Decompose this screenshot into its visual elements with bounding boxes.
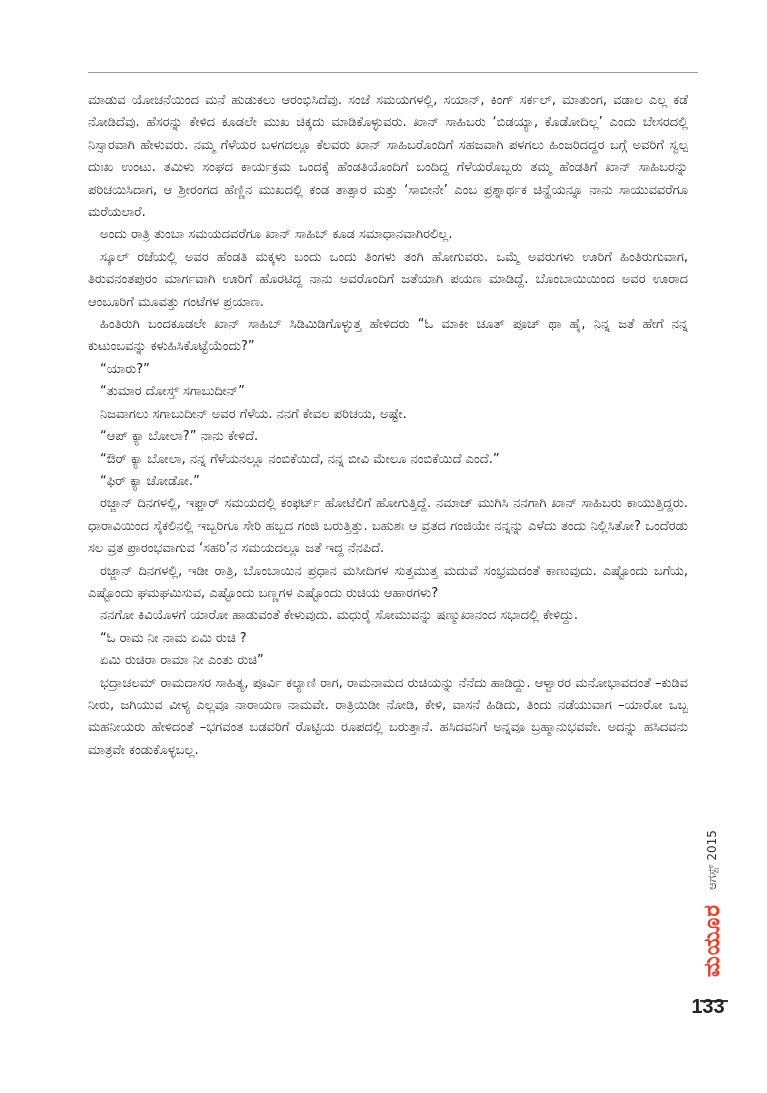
paragraph: ಸ್ಕೂಲ್ ರಜೆಯಲ್ಲಿ ಅವರ ಹೆಂಡತಿ ಮಕ್ಕಳು ಬಂದು ಒಂದು ತಿಂಗಳು ತಂಗಿ ಹೋಗುವರು. ಒಮ್ಮೆ ಅವರುಗಳು ಊರಿಗೆ ಹಿಂತಿರುಗುವಾಗ, ತಿರುವನಂತಪುರಂ ಮಾರ್ಗವಾಗಿ ಊರಿಗೆ ಹೊರಟಿದ್ದ ನಾನು ಅವರೊಂದಿಗೆ ಜತೆಯಾಗಿ ಪಯಣ ಮಾಡಿದ್ದೆ. ಬೊಂಬಾಯಿಯಿಂದ ಅವರ ಊರಾದ ಆಂಬೂರಿಗೆ ಮೂವತ್ತು ಗಂಟೆಗಳ ಪ್ರಯಾಣ. bbox=[88, 249, 688, 310]
paragraph: ಹಿಂತಿರುಗಿ ಬಂದಕೂಡಲೇ ಖಾನ್ ಸಾಹಿಬ್ ಸಿಡಿಮಿಡಿಗೊಳ್ಳುತ್ತ ಹೇಳಿದರು “ಓ ಮಾಕೀ ಚೂತ್ ಪೂಚ್ ಥಾ ಹೈ, ನಿನ್ನ ಜತೆ ಹೇಗೆ ನನ್ನ ಕುಟುಂಬವನ್ನು ಕಳುಹಿಸಿಕೊಟ್ಟೆಯೆಂದು?” bbox=[88, 317, 688, 355]
magazine-sidebar bbox=[700, 812, 724, 997]
dialogue-line: “ಔರ್ ಕ್ಯಾ ಬೋಲಾ, ನನ್ನ ಗೆಳೆಯನಲ್ಲೂ ನಂಬಿಕೆಯಿದೆ, ನನ್ನ ಬೀವಿ ಮೇಲೂ ನಂಬಿಕೆಯಿದೆ ಎಂದೆ.” bbox=[100, 451, 500, 467]
dialogue-line: “ಫಿರ್ ಕ್ಯಾ ಚೋಡೋ.” bbox=[100, 473, 200, 489]
dialogue-line: “ಯಾರು?” bbox=[100, 361, 150, 377]
verse-line: ಏಮಿ ರುಚಿರಾ ರಾಮಾ ನೀ ಎಂತು ರುಚಿ” bbox=[100, 653, 264, 669]
paragraph: ನನಗೋ ಕಿವಿಯೊಳಗೆ ಯಾರೋ ಹಾಡುವಂತೆ ಕೇಳುವುದು. ಮಧುರೈ ಸೋಮುವನ್ನು ಷಣ್ಮುಖಾನಂದ ಸಭಾದಲ್ಲಿ ಕೇಳಿದ್ದು. bbox=[100, 608, 579, 624]
paragraph: ರಜ್ಜಾನ್ ದಿನಗಳಲ್ಲಿ, ಇಡೀ ರಾತ್ರಿ, ಬೊಂಬಾಯಿನ ಪ್ರಧಾನ ಮಸೀದಿಗಳ ಸುತ್ತಮುತ್ತ ಮದುವೆ ಸಂಭ್ರಮದಂತೆ ಕಾಣುವುದು. ಎಷ್ಟೊಂದು ಬಗೆಯ, ಎಷ್ಟೊಂದು ಘಮಘಮಿಸುವ, ಎಷ್ಟೊಂದು ಬಣ್ಣಗಳ ಎಷ್ಟೊಂದು ರುಚಿಯ ಆಹಾರಗಳು? bbox=[88, 563, 688, 601]
issue-date: ಆಗಸ್ಟ್ 2015 bbox=[705, 830, 719, 890]
page-number: 133 bbox=[691, 996, 725, 1018]
verse-line: “ಓ ರಾಮ ನೀ ನಾಮ ಏಮಿ ರುಚಿ ? bbox=[100, 630, 247, 646]
magazine-logo: ಮಯೂರ bbox=[699, 904, 725, 978]
dialogue-line: “ತುಮಾರ ದೋಸ್ತ್ ಸಗಾಬುದೀನ್” bbox=[100, 384, 245, 400]
paragraph: ಅಂದು ರಾತ್ರಿ ತುಂಬಾ ಸಮಯದವರೆಗೂ ಖಾನ್ ಸಾಹಿಬ್ ಕೂಡ ಸಮಾಧಾನವಾಗಿರಲಿಲ್ಲ. bbox=[100, 227, 453, 243]
paragraph: ರಜ್ಜಾನ್ ದಿನಗಳಲ್ಲಿ, ಇಫ್ತಾರ್ ಸಮಯದಲ್ಲಿ ಕಂಫರ್ಟ್ ಹೋಟೆಲಿಗೆ ಹೋಗುತ್ತಿದ್ದೆ. ನಮಾಜ್ ಮುಗಿಸಿ ನನಗಾಗಿ ಖಾನ್ ಸಾಹಿಬರು ಕಾಯುತ್ತಿದ್ದರು. ಧಾರಾವಿಯಿಂದ ಸೈಕಲಿನಲ್ಲಿ ಇಬ್ಬರಿಗೂ ಸೇರಿ ಹಬ್ಬದ ಗಂಜಿ ಬರುತ್ತಿತ್ತು. ಬಹುಶಃ ಆ ವ್ರತದ ಗಂಜಿಯೇ ನನ್ನನ್ನು ಎಳೆದು ತಂದು ನಿಲ್ಲಿಸಿತೋ? ಒಂದೆರಡು ಸಲ ವ್ರತ ಪ್ರಾರಂಭವಾಗುವ ‘ಸಹರಿ’ನ ಸಮಯದಲ್ಲೂ ಜತೆ ಇದ್ದ ನೆನಪಿದೆ. bbox=[88, 496, 688, 557]
article-body bbox=[88, 90, 688, 762]
dialogue-line: “ಆಪ್ ಕ್ಯಾ ಬೋಲಾ?” ನಾನು ಕೇಳಿದೆ. bbox=[100, 429, 259, 445]
paragraph: ಭದ್ರಾಚಲಮ್ ರಾಮದಾಸರ ಸಾಹಿತ್ಯ, ಪೂರ್ವಿ ಕಲ್ಯಾಣಿ ರಾಗ, ರಾಮನಾಮದ ರುಚಿಯನ್ನು ನೆನೆದು ಹಾಡಿದ್ದು. ಆಳ್ವಾರರ ಮನೋಭಾವದಂತೆ –ಕುಡಿವ ನೀರು, ಜಗಿಯುವ ವೀಳ್ಯ ಎಲ್ಲವೂ ನಾರಾಯಣ ನಾಮವೇ. ರಾತ್ರಿಯಿಡೀ ನೋಡಿ, ಕೇಳಿ, ವಾಸನೆ ಹಿಡಿದು, ತಿಂದು ನಡೆಯುವಾಗ –ಯಾರೋ ಒಬ್ಬ ಮಹನೀಯರು ಹೇಳಿದಂತೆ –ಭಗವಂತ ಬಡವರಿಗೆ ರೊಟ್ಟಿಯ ರೂಪದಲ್ಲಿ ಬರುತ್ತಾನೆ. ಹಸಿದವನಿಗೆ ಅನ್ನವೂ ಬ್ರಹ್ಮಾನುಭವವೇ. ಅದನ್ನು ಹಸಿದವನು ಮಾತ್ರವೇ ಕಂಡುಕೊಳ್ಳಬಲ್ಲ. bbox=[88, 675, 688, 758]
paragraph: ನಿಜವಾಗಲು ಸಗಾಬುದೀನ್ ಅವರ ಗೆಳೆಯ. ನನಗೆ ಕೇವಲ ಪರಿಚಯ, ಅಷ್ಟೇ. bbox=[100, 406, 407, 422]
header-rule bbox=[88, 72, 698, 73]
paragraph: ಮಾಡುವ ಯೋಚನೆಯಿಂದ ಮನೆ ಹುಡುಕಲು ಆರಂಭಿಸಿದೆವು. ಸಂಜೆ ಸಮಯಗಳಲ್ಲಿ, ಸಯಾನ್, ಕಿಂಗ್ ಸರ್ಕಲ್, ಮಾತುಂಗ, ವಡಾಲ ಎಲ್ಲ ಕಡೆ ನೋಡಿದೆವು. ಹೆಸರನ್ನು ಕೇಳಿದ ಕೂಡಲೇ ಮುಖ ಚಿಕ್ಕದು ಮಾಡಿಕೊಳ್ಳುವರು. ಖಾನ್ ಸಾಹಿಬರು ‘ಬಿಡಯ್ಯಾ, ಕೊಡೋದಿಲ್ಲ’ ಎಂದು ಬೇಸರದಲ್ಲಿ ನಿಸ್ಸಾರವಾಗಿ ಹೇಳುವರು. ನಮ್ಮ ಗೆಳೆಯರ ಬಳಗದಲ್ಲೂ ಕೆಲವರು ಖಾನ್ ಸಾಹಿಬರೊಂದಿಗೆ ಸಹಜವಾಗಿ ಪಳಗಲು ಹಿಂಜರಿದದ್ದರ ಬಗ್ಗೆ ಅವರಿಗೆ ಸ್ವಲ್ಪ ದುಃಖ ಉಂಟು. ತಮಿಳು ಸಂಘದ ಕಾರ್ಯಕ್ರಮ ಒಂದಕ್ಕೆ ಹೆಂಡತಿಯೊಂದಿಗೆ ಬಂದಿದ್ದ ಗೆಳೆಯರೊಬ್ಬರು ತಮ್ಮ ಹೆಂಡತಿಗೆ ಖಾನ್ ಸಾಹಿಬರನ್ನು ಪರಿಚಯಿಸಿದಾಗ, ಆ ಶ್ರೀರಂಗದ ಹೆಣ್ಣಿನ ಮುಖದಲ್ಲಿ ಕಂಡ ತಾತ್ಸಾರ ಮತ್ತು ‘ಸಾಬೀನೇ’ ಎಂಬ ಪ್ರಶ್ನಾರ್ಥಕ ಚಿನ್ಹೆಯನ್ನೂ ನಾನು ಸಾಯುವವರೆಗೂ ಮರೆಯಲಾರೆ. bbox=[88, 93, 688, 221]
